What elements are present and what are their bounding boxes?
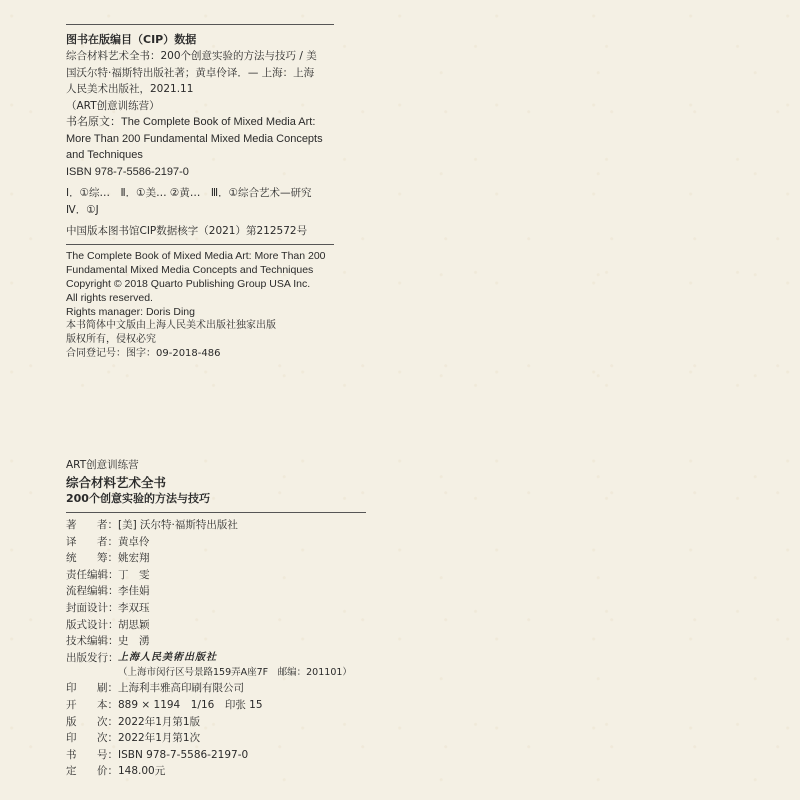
credit-label-part: 次：: [97, 732, 118, 745]
credit-row: [66, 517, 366, 534]
credit-row: [66, 534, 366, 551]
book-subtitle: 200个创意实验的方法与技巧: [66, 492, 210, 505]
publisher-logotype: 上海人民美術出版社: [118, 651, 217, 663]
credit-label-part: 开: [66, 698, 77, 711]
credit-label-part: 本：: [97, 698, 118, 711]
top-rule: [66, 24, 334, 25]
credit-label: [66, 747, 118, 764]
cip-line: 书名原文：The Complete Book of Mixed Media Art:: [66, 116, 316, 128]
cip-line: （ART创意训练营）: [66, 99, 160, 112]
credit-row: [66, 567, 366, 584]
copyright-line: 本书简体中文版由上海人民美术出版社独家出版: [66, 319, 276, 331]
credit-label-part: 技术编辑：: [66, 635, 119, 648]
credit-label: [66, 730, 118, 747]
copyright-line: Rights manager: Doris Ding: [66, 305, 195, 318]
credit-label-part: 出版发行：: [66, 651, 119, 664]
credit-label-part: 印: [66, 732, 77, 745]
credit-value: 148.00元: [118, 765, 166, 778]
cip-line: 综合材料艺术全书：200个创意实验的方法与技巧 / 美: [66, 50, 317, 62]
credit-row: [66, 650, 366, 667]
copyright-line: All rights reserved.: [66, 291, 153, 304]
cip-line: and Techniques: [66, 149, 143, 161]
credit-label-part: 刷：: [97, 682, 118, 695]
credit-value: 姚宏翔: [118, 552, 150, 565]
credit-label-part: 统: [66, 552, 77, 565]
cip-block: [66, 24, 334, 361]
credit-label-part: 号：: [97, 748, 118, 761]
credit-row: [66, 550, 366, 567]
credit-row: [66, 747, 366, 764]
cip-line: More Than 200 Fundamental Mixed Media Concepts: [66, 132, 323, 145]
credits-block: [66, 458, 366, 780]
credit-label-part: 封面设计：: [66, 601, 119, 614]
credit-value: 2022年1月第1次: [118, 732, 201, 745]
copyright-line: Copyright © 2018 Quarto Publishing Group USA Inc.: [66, 277, 311, 290]
cip-heading: 图书在版编目（CIP）数据: [66, 33, 197, 46]
credit-label: [66, 567, 118, 584]
cip-class-line: Ⅳ．①J: [66, 203, 99, 216]
mid-rule: [66, 244, 334, 245]
cip-data-number: 中国版本图书馆CIP数据核字（2021）第212572号: [66, 225, 308, 237]
credits-rule: [66, 512, 366, 513]
credit-label: [66, 763, 118, 780]
cip-line: 国沃尔特·福斯特出版社著；黄卓伶译．— 上海：上海: [66, 66, 315, 79]
credit-label: [66, 680, 118, 697]
credit-row: [66, 680, 366, 697]
credit-label: [66, 714, 118, 731]
credit-value: 李佳娟: [118, 585, 150, 598]
credit-row: [66, 697, 366, 714]
credit-row: [66, 714, 366, 731]
credit-row: [66, 633, 366, 650]
copyright-block: [66, 249, 334, 361]
credit-label: [66, 633, 118, 650]
copyright-line: 版权所有，侵权必究: [66, 333, 156, 345]
credit-label: [66, 517, 118, 534]
credit-label: [66, 550, 118, 567]
book-title: 综合材料艺术全书: [66, 475, 167, 490]
credit-label-part: 版: [66, 715, 77, 728]
credit-label-part: 印: [66, 682, 77, 695]
credit-value: [美] 沃尔特·福斯特出版社: [118, 519, 238, 531]
credit-label: [66, 534, 118, 551]
credit-label-part: 书: [66, 748, 77, 761]
credit-label-part: 著: [66, 519, 77, 531]
credit-value: 2022年1月第1版: [118, 715, 201, 728]
credit-label-part: 者：: [97, 535, 118, 548]
credit-label-part: 责任编辑：: [66, 568, 119, 581]
credit-value: 889 × 1194 1/16 印张 15: [118, 698, 263, 711]
credit-value: 胡思颖: [118, 618, 150, 631]
credit-label-part: 筹：: [97, 552, 118, 565]
series-name: ART创意训练营: [66, 459, 139, 471]
copyright-line: The Complete Book of Mixed Media Art: More Than 200: [66, 249, 326, 262]
credit-value: 丁 雯: [118, 568, 150, 581]
credit-label-part: 版式设计：: [66, 618, 119, 631]
credit-row: [66, 600, 366, 617]
credit-value: 史 湧: [118, 635, 150, 648]
credit-label-part: 流程编辑：: [66, 585, 119, 598]
copyright-line: 合同登记号：图字：09-2018-486: [66, 347, 221, 359]
credit-label-part: 定: [66, 765, 77, 778]
credit-label: [66, 650, 118, 667]
publisher-address: （上海市闵行区号景路159弄A座7F 邮编：201101）: [118, 667, 352, 679]
credit-row: [66, 583, 366, 600]
cip-isbn: ISBN 978-7-5586-2197-0: [66, 165, 189, 178]
credit-label-part: 译: [66, 535, 77, 548]
cip-line: 人民美术出版社，2021.11: [66, 83, 194, 95]
credit-label: [66, 697, 118, 714]
credit-label-part: 次：: [97, 715, 118, 728]
copyright-line: Fundamental Mixed Media Concepts and Techniques: [66, 263, 314, 276]
credit-value: 黄卓伶: [118, 535, 150, 548]
credit-value: 上海利丰雅高印刷有限公司: [118, 682, 244, 695]
cip-class-line: Ⅰ．①综… Ⅱ．①美… ②黄… Ⅲ．①综合艺术—研究: [66, 187, 312, 199]
credit-label: [66, 600, 118, 617]
credit-row: [66, 617, 366, 634]
credit-row: [66, 763, 366, 780]
credit-label: [66, 583, 118, 600]
credit-value: 李双珏: [118, 601, 150, 614]
credit-label-part: 价：: [97, 765, 118, 778]
credit-row: [66, 730, 366, 747]
credit-label: [66, 617, 118, 634]
credit-value: ISBN 978-7-5586-2197-0: [118, 748, 249, 761]
credit-label-part: 者：: [97, 519, 118, 531]
